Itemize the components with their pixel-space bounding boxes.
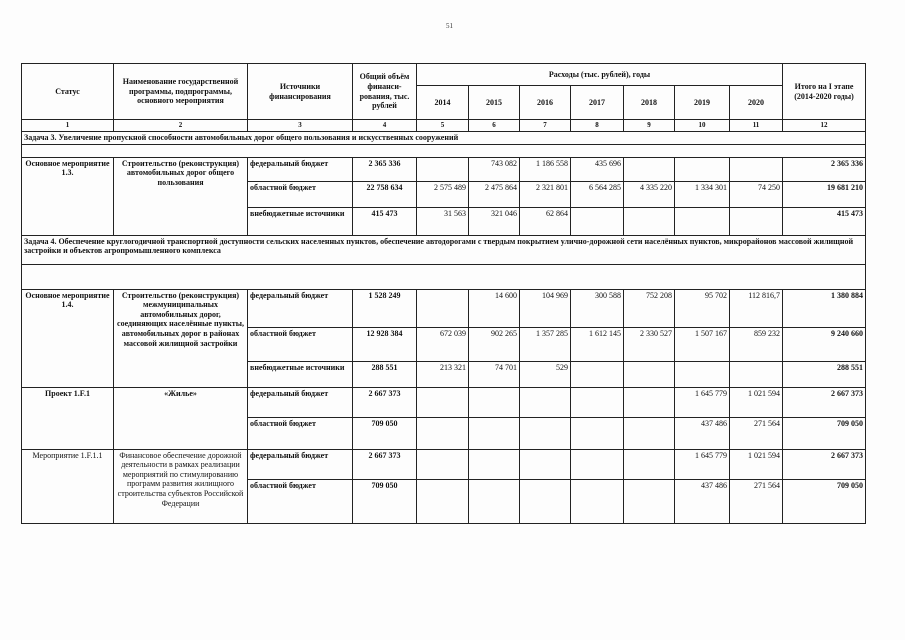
- year-amount: [624, 479, 675, 523]
- funding-source: внебюджетные источники: [248, 361, 353, 387]
- year-amount: [417, 449, 469, 479]
- year-amount: 6 564 285: [571, 181, 624, 207]
- column-numbers-row: [22, 120, 866, 132]
- total-amount: 2 365 336: [353, 157, 417, 181]
- year-amount: [624, 387, 675, 417]
- year-amount: 1 334 301: [675, 181, 730, 207]
- funding-source: внебюджетные источники: [248, 207, 353, 235]
- year-amount: 62 864: [520, 207, 571, 235]
- total-amount: 288 551: [353, 361, 417, 387]
- year-amount: 112 816,7: [730, 289, 783, 327]
- year-amount: 437 486: [675, 417, 730, 449]
- header-year: 2015: [469, 86, 520, 120]
- year-amount: 4 335 220: [624, 181, 675, 207]
- year-amount: [571, 207, 624, 235]
- year-amount: [675, 157, 730, 181]
- year-amount: 1 645 779: [675, 387, 730, 417]
- year-amount: 902 265: [469, 327, 520, 361]
- column-number: 6: [469, 120, 520, 132]
- year-amount: 437 486: [675, 479, 730, 523]
- year-amount: [571, 387, 624, 417]
- itog-amount: 9 240 660: [783, 327, 866, 361]
- year-amount: 14 600: [469, 289, 520, 327]
- header-year: 2014: [417, 86, 469, 120]
- year-amount: 271 564: [730, 479, 783, 523]
- year-amount: [675, 361, 730, 387]
- column-number: 3: [248, 120, 353, 132]
- year-amount: 743 082: [469, 157, 520, 181]
- header-year: 2019: [675, 86, 730, 120]
- year-amount: [520, 417, 571, 449]
- column-number: 1: [22, 120, 114, 132]
- header-name: Наименование государственной программы, подпрограммы, основного мероприятия: [114, 64, 248, 120]
- year-amount: [469, 479, 520, 523]
- itog-amount: 2 667 373: [783, 449, 866, 479]
- header-sources: Источники финансирования: [248, 64, 353, 120]
- total-amount: 415 473: [353, 207, 417, 235]
- itog-amount: 709 050: [783, 417, 866, 449]
- header-itog: Итого на I этапе (2014-2020 годы): [783, 64, 866, 120]
- total-amount: 22 758 634: [353, 181, 417, 207]
- column-number: 4: [353, 120, 417, 132]
- year-amount: 104 969: [520, 289, 571, 327]
- year-amount: 1 645 779: [675, 449, 730, 479]
- year-amount: 435 696: [571, 157, 624, 181]
- funding-source: областной бюджет: [248, 417, 353, 449]
- year-amount: 1 021 594: [730, 387, 783, 417]
- header-year: 2020: [730, 86, 783, 120]
- year-amount: 213 321: [417, 361, 469, 387]
- year-amount: 672 039: [417, 327, 469, 361]
- column-number: 7: [520, 120, 571, 132]
- column-number: 8: [571, 120, 624, 132]
- year-amount: 31 563: [417, 207, 469, 235]
- header-year: 2018: [624, 86, 675, 120]
- total-amount: 709 050: [353, 417, 417, 449]
- year-amount: [571, 479, 624, 523]
- itog-amount: 2 667 373: [783, 387, 866, 417]
- year-amount: [469, 449, 520, 479]
- year-amount: [624, 449, 675, 479]
- year-amount: 859 232: [730, 327, 783, 361]
- year-amount: [571, 361, 624, 387]
- column-number: 9: [624, 120, 675, 132]
- funding-source: областной бюджет: [248, 479, 353, 523]
- itog-amount: 709 050: [783, 479, 866, 523]
- year-amount: [624, 417, 675, 449]
- year-amount: [624, 207, 675, 235]
- year-amount: 1 021 594: [730, 449, 783, 479]
- finance-table: [21, 63, 866, 524]
- year-amount: 300 588: [571, 289, 624, 327]
- total-amount: 709 050: [353, 479, 417, 523]
- row-activity-name: «Жилье»: [114, 387, 248, 449]
- total-amount: 1 528 249: [353, 289, 417, 327]
- row-activity-name: Строительство (реконструкция) автомобильных дорог общего пользования: [114, 157, 248, 235]
- year-amount: [571, 417, 624, 449]
- task-3-heading: Задача 3. Увеличение пропускной способности автомобильных дорог общего пользования и искусственных сооружений: [22, 132, 866, 145]
- year-amount: 2 330 527: [624, 327, 675, 361]
- header-status: Статус: [22, 64, 114, 120]
- year-amount: [469, 417, 520, 449]
- year-amount: 321 046: [469, 207, 520, 235]
- itog-amount: 19 681 210: [783, 181, 866, 207]
- table-row: [22, 289, 866, 327]
- itog-amount: 2 365 336: [783, 157, 866, 181]
- row-status: Основное мероприятие 1.3.: [22, 157, 114, 235]
- column-number: 5: [417, 120, 469, 132]
- year-amount: 529: [520, 361, 571, 387]
- year-amount: [730, 157, 783, 181]
- funding-source: областной бюджет: [248, 181, 353, 207]
- total-amount: 2 667 373: [353, 449, 417, 479]
- itog-amount: 415 473: [783, 207, 866, 235]
- year-amount: [520, 387, 571, 417]
- funding-source: федеральный бюджет: [248, 387, 353, 417]
- header-year: 2016: [520, 86, 571, 120]
- year-amount: 1 507 167: [675, 327, 730, 361]
- funding-source: федеральный бюджет: [248, 157, 353, 181]
- table-row: [22, 157, 866, 181]
- table-row: [22, 449, 866, 479]
- year-amount: [417, 479, 469, 523]
- year-amount: [417, 157, 469, 181]
- header-expenses: Расходы (тыс. рублей), годы: [417, 64, 783, 86]
- year-amount: 2 475 864: [469, 181, 520, 207]
- column-number: 2: [114, 120, 248, 132]
- year-amount: 2 321 801: [520, 181, 571, 207]
- year-amount: [417, 387, 469, 417]
- page-number: 51: [446, 22, 453, 30]
- funding-source: федеральный бюджет: [248, 289, 353, 327]
- row-activity-name: Строительство (реконструкция) межмуниципальных автомобильных дорог, соединяющих населённые пункты, автомобильных дорог в районах массовой жилищной застройки: [114, 289, 248, 387]
- year-amount: 2 575 489: [417, 181, 469, 207]
- year-amount: [520, 449, 571, 479]
- table-row: [22, 387, 866, 417]
- year-amount: 74 250: [730, 181, 783, 207]
- row-status: Проект 1.F.1: [22, 387, 114, 449]
- column-number: 11: [730, 120, 783, 132]
- year-amount: 752 208: [624, 289, 675, 327]
- column-number: 12: [783, 120, 866, 132]
- funding-source: областной бюджет: [248, 327, 353, 361]
- itog-amount: 288 551: [783, 361, 866, 387]
- row-status: Основное мероприятие 1.4.: [22, 289, 114, 387]
- itog-amount: 1 380 884: [783, 289, 866, 327]
- task-4-heading: Задача 4. Обеспечение круглогодичной транспортной доступности сельских населенных пунктов, обеспечение автодорогами с твердым покрытием улично-дорожной сети населённых пунктов, микрорайонов массовой жилищной застройки и объектов агропромышленного комплекса: [22, 235, 866, 264]
- year-amount: [417, 417, 469, 449]
- year-amount: [520, 479, 571, 523]
- header-year: 2017: [571, 86, 624, 120]
- spacer-row: [22, 264, 866, 289]
- year-amount: 271 564: [730, 417, 783, 449]
- year-amount: 1 357 285: [520, 327, 571, 361]
- year-amount: 95 702: [675, 289, 730, 327]
- total-amount: 2 667 373: [353, 387, 417, 417]
- row-activity-name: Финансовое обеспечение дорожной деятельности в рамках реализации мероприятий по стимулированию программ развития жилищного строительства субъектов Российской Федерации: [114, 449, 248, 523]
- year-amount: 1 186 558: [520, 157, 571, 181]
- total-amount: 12 928 384: [353, 327, 417, 361]
- year-amount: [624, 361, 675, 387]
- year-amount: [730, 361, 783, 387]
- header-total: Общий объём финанси-рования, тыс. рублей: [353, 64, 417, 120]
- spacer-row: [22, 144, 866, 157]
- year-amount: [417, 289, 469, 327]
- year-amount: [675, 207, 730, 235]
- year-amount: 74 701: [469, 361, 520, 387]
- year-amount: [571, 449, 624, 479]
- row-status: Мероприятие 1.F.1.1: [22, 449, 114, 523]
- year-amount: [730, 207, 783, 235]
- year-amount: 1 612 145: [571, 327, 624, 361]
- funding-source: федеральный бюджет: [248, 449, 353, 479]
- year-amount: [469, 387, 520, 417]
- year-amount: [624, 157, 675, 181]
- column-number: 10: [675, 120, 730, 132]
